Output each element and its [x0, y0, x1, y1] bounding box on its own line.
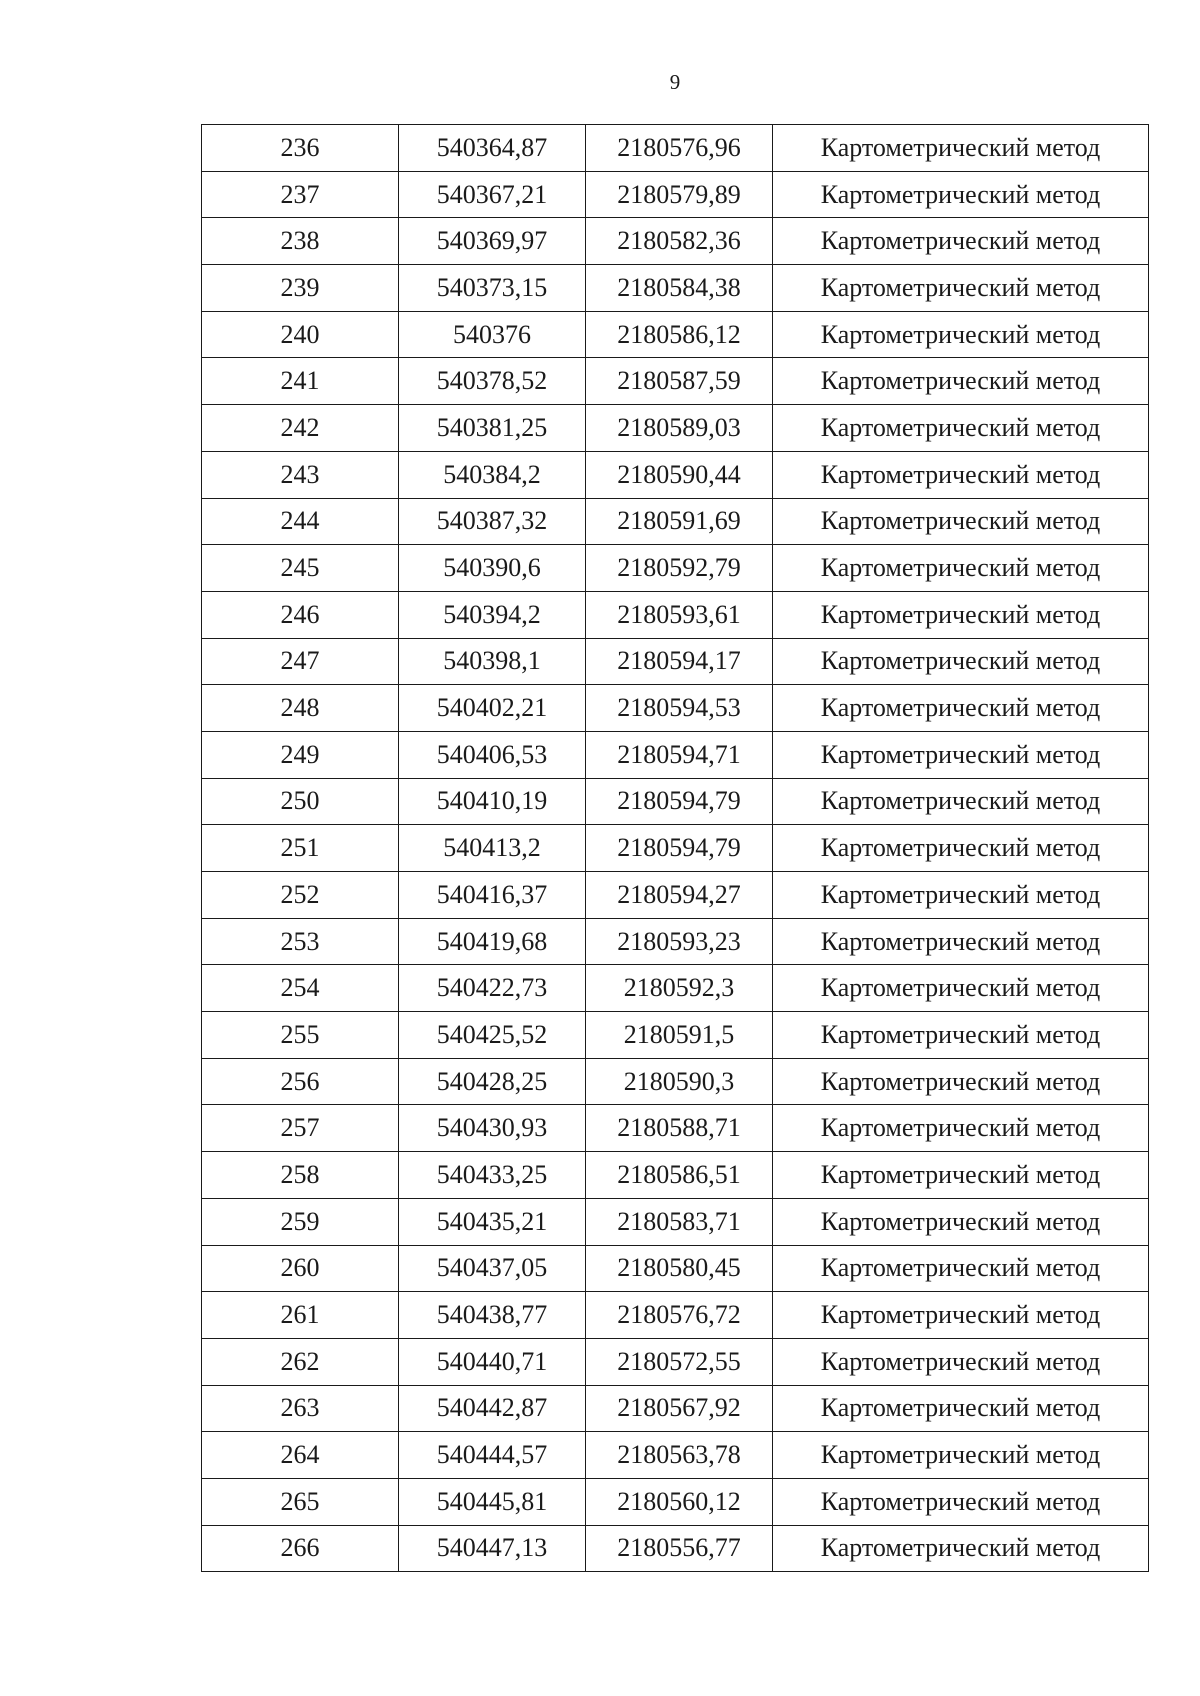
point-number-cell: 237 [202, 171, 399, 218]
method-cell: Картометрический метод [773, 1338, 1149, 1385]
x-coordinate-cell: 540447,13 [399, 1525, 586, 1572]
table-row [202, 498, 1149, 545]
x-coordinate-cell: 540398,1 [399, 638, 586, 685]
table-row [202, 125, 1149, 172]
y-coordinate-cell: 2180594,79 [586, 778, 773, 825]
x-coordinate-cell: 540430,93 [399, 1105, 586, 1152]
y-coordinate-cell: 2180591,5 [586, 1012, 773, 1059]
table-row [202, 778, 1149, 825]
y-coordinate-cell: 2180594,71 [586, 731, 773, 778]
y-coordinate-cell: 2180586,12 [586, 311, 773, 358]
x-coordinate-cell: 540425,52 [399, 1012, 586, 1059]
point-number-cell: 264 [202, 1432, 399, 1479]
y-coordinate-cell: 2180592,3 [586, 965, 773, 1012]
table-row [202, 1245, 1149, 1292]
point-number-cell: 241 [202, 358, 399, 405]
y-coordinate-cell: 2180589,03 [586, 405, 773, 452]
y-coordinate-cell: 2180591,69 [586, 498, 773, 545]
x-coordinate-cell: 540428,25 [399, 1058, 586, 1105]
x-coordinate-cell: 540416,37 [399, 872, 586, 919]
point-number-cell: 239 [202, 265, 399, 312]
y-coordinate-cell: 2180586,51 [586, 1152, 773, 1199]
method-cell: Картометрический метод [773, 451, 1149, 498]
point-number-cell: 262 [202, 1338, 399, 1385]
point-number-cell: 244 [202, 498, 399, 545]
x-coordinate-cell: 540384,2 [399, 451, 586, 498]
x-coordinate-cell: 540381,25 [399, 405, 586, 452]
method-cell: Картометрический метод [773, 965, 1149, 1012]
method-cell: Картометрический метод [773, 731, 1149, 778]
method-cell: Картометрический метод [773, 778, 1149, 825]
method-cell: Картометрический метод [773, 218, 1149, 265]
table-row [202, 918, 1149, 965]
y-coordinate-cell: 2180576,72 [586, 1292, 773, 1339]
table-row [202, 965, 1149, 1012]
table-row [202, 545, 1149, 592]
y-coordinate-cell: 2180594,27 [586, 872, 773, 919]
y-coordinate-cell: 2180572,55 [586, 1338, 773, 1385]
x-coordinate-cell: 540438,77 [399, 1292, 586, 1339]
coordinates-table [201, 124, 1149, 1572]
method-cell: Картометрический метод [773, 1292, 1149, 1339]
y-coordinate-cell: 2180567,92 [586, 1385, 773, 1432]
x-coordinate-cell: 540437,05 [399, 1245, 586, 1292]
point-number-cell: 246 [202, 591, 399, 638]
point-number-cell: 252 [202, 872, 399, 919]
x-coordinate-cell: 540402,21 [399, 685, 586, 732]
method-cell: Картометрический метод [773, 825, 1149, 872]
method-cell: Картометрический метод [773, 265, 1149, 312]
table-row [202, 1478, 1149, 1525]
table-row [202, 218, 1149, 265]
table-row [202, 825, 1149, 872]
table-row [202, 451, 1149, 498]
y-coordinate-cell: 2180588,71 [586, 1105, 773, 1152]
table-row [202, 1012, 1149, 1059]
method-cell: Картометрический метод [773, 1432, 1149, 1479]
method-cell: Картометрический метод [773, 498, 1149, 545]
point-number-cell: 248 [202, 685, 399, 732]
table-row [202, 171, 1149, 218]
method-cell: Картометрический метод [773, 1385, 1149, 1432]
coordinates-table-body [202, 125, 1149, 1572]
point-number-cell: 265 [202, 1478, 399, 1525]
method-cell: Картометрический метод [773, 1525, 1149, 1572]
x-coordinate-cell: 540369,97 [399, 218, 586, 265]
table-row [202, 638, 1149, 685]
x-coordinate-cell: 540433,25 [399, 1152, 586, 1199]
table-row [202, 731, 1149, 778]
point-number-cell: 250 [202, 778, 399, 825]
y-coordinate-cell: 2180583,71 [586, 1198, 773, 1245]
page-number: 9 [669, 70, 681, 94]
y-coordinate-cell: 2180590,3 [586, 1058, 773, 1105]
point-number-cell: 243 [202, 451, 399, 498]
method-cell: Картометрический метод [773, 1152, 1149, 1199]
x-coordinate-cell: 540378,52 [399, 358, 586, 405]
point-number-cell: 256 [202, 1058, 399, 1105]
y-coordinate-cell: 2180594,17 [586, 638, 773, 685]
point-number-cell: 247 [202, 638, 399, 685]
method-cell: Картометрический метод [773, 872, 1149, 919]
table-row [202, 1338, 1149, 1385]
point-number-cell: 258 [202, 1152, 399, 1199]
method-cell: Картометрический метод [773, 545, 1149, 592]
table-row [202, 1385, 1149, 1432]
y-coordinate-cell: 2180592,79 [586, 545, 773, 592]
table-row [202, 1152, 1149, 1199]
y-coordinate-cell: 2180560,12 [586, 1478, 773, 1525]
x-coordinate-cell: 540419,68 [399, 918, 586, 965]
x-coordinate-cell: 540435,21 [399, 1198, 586, 1245]
method-cell: Картометрический метод [773, 1012, 1149, 1059]
x-coordinate-cell: 540373,15 [399, 265, 586, 312]
x-coordinate-cell: 540367,21 [399, 171, 586, 218]
x-coordinate-cell: 540387,32 [399, 498, 586, 545]
y-coordinate-cell: 2180582,36 [586, 218, 773, 265]
method-cell: Картометрический метод [773, 311, 1149, 358]
point-number-cell: 254 [202, 965, 399, 1012]
x-coordinate-cell: 540390,6 [399, 545, 586, 592]
y-coordinate-cell: 2180584,38 [586, 265, 773, 312]
method-cell: Картометрический метод [773, 358, 1149, 405]
method-cell: Картометрический метод [773, 1478, 1149, 1525]
method-cell: Картометрический метод [773, 1198, 1149, 1245]
method-cell: Картометрический метод [773, 591, 1149, 638]
table-row [202, 1525, 1149, 1572]
x-coordinate-cell: 540422,73 [399, 965, 586, 1012]
table-row [202, 872, 1149, 919]
y-coordinate-cell: 2180563,78 [586, 1432, 773, 1479]
x-coordinate-cell: 540444,57 [399, 1432, 586, 1479]
point-number-cell: 257 [202, 1105, 399, 1152]
x-coordinate-cell: 540364,87 [399, 125, 586, 172]
method-cell: Картометрический метод [773, 125, 1149, 172]
point-number-cell: 238 [202, 218, 399, 265]
point-number-cell: 263 [202, 1385, 399, 1432]
method-cell: Картометрический метод [773, 405, 1149, 452]
y-coordinate-cell: 2180594,79 [586, 825, 773, 872]
table-row [202, 1292, 1149, 1339]
x-coordinate-cell: 540442,87 [399, 1385, 586, 1432]
method-cell: Картометрический метод [773, 1058, 1149, 1105]
y-coordinate-cell: 2180593,23 [586, 918, 773, 965]
point-number-cell: 253 [202, 918, 399, 965]
table-row [202, 265, 1149, 312]
table-row [202, 1058, 1149, 1105]
y-coordinate-cell: 2180556,77 [586, 1525, 773, 1572]
point-number-cell: 240 [202, 311, 399, 358]
table-row [202, 358, 1149, 405]
x-coordinate-cell: 540406,53 [399, 731, 586, 778]
table-row [202, 405, 1149, 452]
method-cell: Картометрический метод [773, 685, 1149, 732]
y-coordinate-cell: 2180580,45 [586, 1245, 773, 1292]
y-coordinate-cell: 2180576,96 [586, 125, 773, 172]
point-number-cell: 255 [202, 1012, 399, 1059]
y-coordinate-cell: 2180590,44 [586, 451, 773, 498]
point-number-cell: 245 [202, 545, 399, 592]
method-cell: Картометрический метод [773, 638, 1149, 685]
point-number-cell: 251 [202, 825, 399, 872]
x-coordinate-cell: 540445,81 [399, 1478, 586, 1525]
x-coordinate-cell: 540413,2 [399, 825, 586, 872]
method-cell: Картометрический метод [773, 1105, 1149, 1152]
y-coordinate-cell: 2180594,53 [586, 685, 773, 732]
point-number-cell: 261 [202, 1292, 399, 1339]
method-cell: Картометрический метод [773, 918, 1149, 965]
point-number-cell: 242 [202, 405, 399, 452]
point-number-cell: 249 [202, 731, 399, 778]
table-row [202, 1198, 1149, 1245]
x-coordinate-cell: 540376 [399, 311, 586, 358]
y-coordinate-cell: 2180587,59 [586, 358, 773, 405]
table-row [202, 591, 1149, 638]
x-coordinate-cell: 540410,19 [399, 778, 586, 825]
point-number-cell: 259 [202, 1198, 399, 1245]
table-row [202, 1432, 1149, 1479]
table-row [202, 685, 1149, 732]
y-coordinate-cell: 2180579,89 [586, 171, 773, 218]
y-coordinate-cell: 2180593,61 [586, 591, 773, 638]
method-cell: Картометрический метод [773, 1245, 1149, 1292]
x-coordinate-cell: 540440,71 [399, 1338, 586, 1385]
table-row [202, 311, 1149, 358]
point-number-cell: 260 [202, 1245, 399, 1292]
point-number-cell: 236 [202, 125, 399, 172]
x-coordinate-cell: 540394,2 [399, 591, 586, 638]
method-cell: Картометрический метод [773, 171, 1149, 218]
table-row [202, 1105, 1149, 1152]
point-number-cell: 266 [202, 1525, 399, 1572]
